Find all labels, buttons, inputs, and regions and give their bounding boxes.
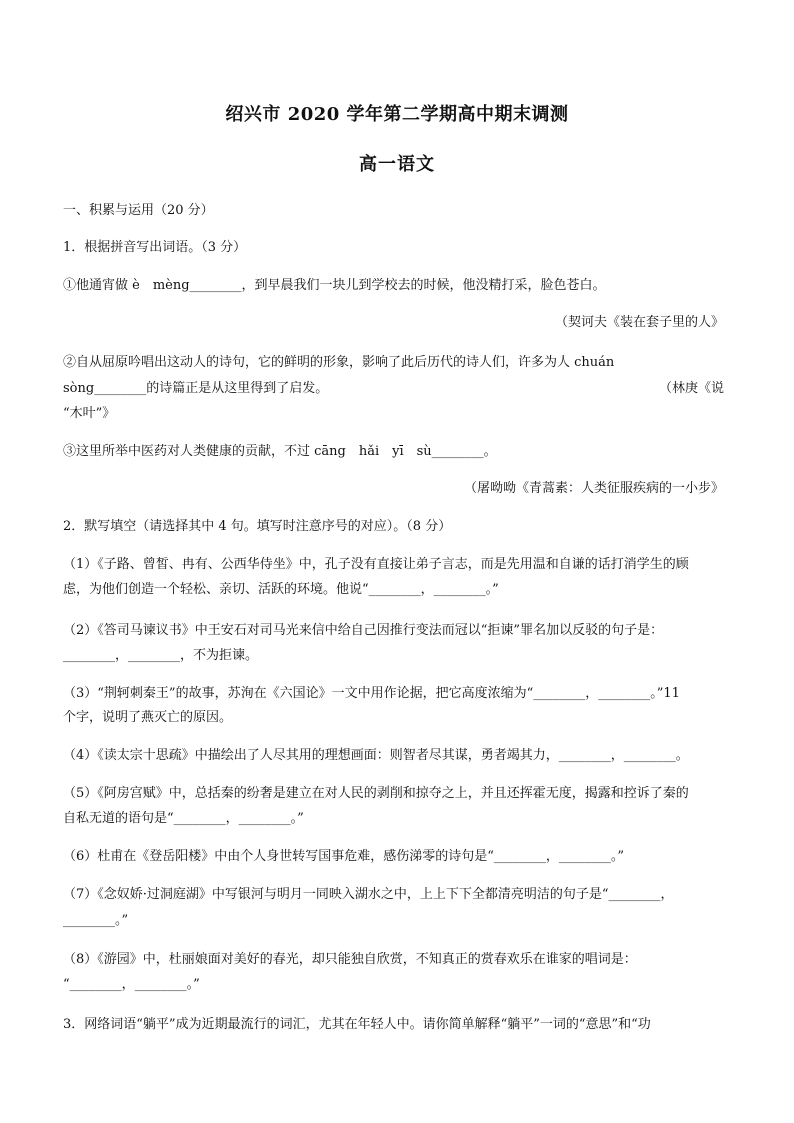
question-1-item-b-line1: ②自从屈原吟唱出这动人的诗句，它的鲜明的形象，影响了此后历代的诗人们，许多为人 chuán <box>63 355 615 370</box>
question-2-item-1-line1: （1）《子路、曾皙、冉有、公西华侍坐》中，孔子没有直接让弟子言志，而是先用温和自谦的话打消学生的顾 <box>63 557 689 572</box>
question-2-item-5-line2: 自私无道的语句是“________，________。” <box>63 811 304 826</box>
question-2-item-2-line2: ________，________，不为拒谏。 <box>63 648 259 663</box>
question-2-item-7-line1: （7）《念奴娇·过洞庭湖》中写银河与明月一同映入湖水之中，上上下下全都清亮明洁的句子是“________， <box>63 887 674 902</box>
question-2-item-8-line2: “________，________。” <box>63 977 200 992</box>
question-1-item-b-line2: sòng________的诗篇正是从这里得到了启发。 <box>63 381 329 396</box>
question-2-item-2-line1: （2）《答司马谏议书》中王安石对司马光来信中给自己因推行变法而冠以“拒谏”罪名加以反驳的句子是： <box>63 623 664 638</box>
question-1-item-a-source: （契诃夫《装在套子里的人》 <box>554 315 724 330</box>
exam-title: 绍兴市 2020 学年第二学期高中期末调测 <box>225 104 569 125</box>
question-3-heading: 3．网络词语“躺平”成为近期最流行的词汇，尤其在年轻人中。请你简单解释“躺平”一词的“意思”和“功 <box>63 1017 651 1032</box>
question-1-item-b-source-cont: “木叶”》 <box>63 406 116 421</box>
section-heading: 一、积累与运用（20 分） <box>63 203 214 218</box>
question-1-item-a: ①他通宵做 è mèng________，到早晨我们一块儿到学校去的时候，他没精打采，脸色苍白。 <box>63 278 606 293</box>
question-2-item-4: （4）《读太宗十思疏》中描绘出了人尽其用的理想画面：则智者尽其谋，勇者竭其力，________，________。 <box>63 748 689 763</box>
exam-subtitle: 高一语文 <box>359 154 435 175</box>
question-2-item-8-line1: （8）《游园》中，杜丽娘面对美好的春光，却只能独自欣赏，不知真正的赏春欢乐在谁家的唱词是： <box>63 952 637 967</box>
question-2-item-6: （6）杜甫在《登岳阳楼》中由个人身世转写国事危难，感伤涕零的诗句是“________，________。” <box>63 849 625 864</box>
question-2-item-3-line1: （3）“荆轲刺秦王”的故事，苏洵在《六国论》一文中用作论据，把它高度浓缩为“________，________。”11 <box>63 686 680 701</box>
question-2-heading: 2．默写填空（请选择其中 4 句。填写时注意序号的对应）。（8 分） <box>63 519 452 534</box>
question-1-heading: 1．根据拼音写出词语。（3 分） <box>63 240 247 255</box>
question-2-item-1-line2: 虑，为他们创造一个轻松、亲切、活跃的环境。他说“________，________。” <box>63 582 499 597</box>
question-1-item-c-source: （屠呦呦《青蒿素：人类征服疾病的一小步》 <box>463 481 724 496</box>
question-1-item-b-source: （林庚《说 <box>658 381 724 396</box>
question-2-item-5-line1: （5）《阿房宫赋》中，总括秦的纷奢是建立在对人民的剥削和掠夺之上，并且还挥霍无度，揭露和控诉了秦的 <box>63 786 689 801</box>
question-2-item-3-line2: 个字，说明了燕灭亡的原因。 <box>63 710 233 725</box>
question-2-item-7-line2: ________。” <box>63 913 129 928</box>
question-1-item-c: ③这里所举中医药对人类健康的贡献，不过 cāng hǎi yī sù________。 <box>63 444 497 459</box>
